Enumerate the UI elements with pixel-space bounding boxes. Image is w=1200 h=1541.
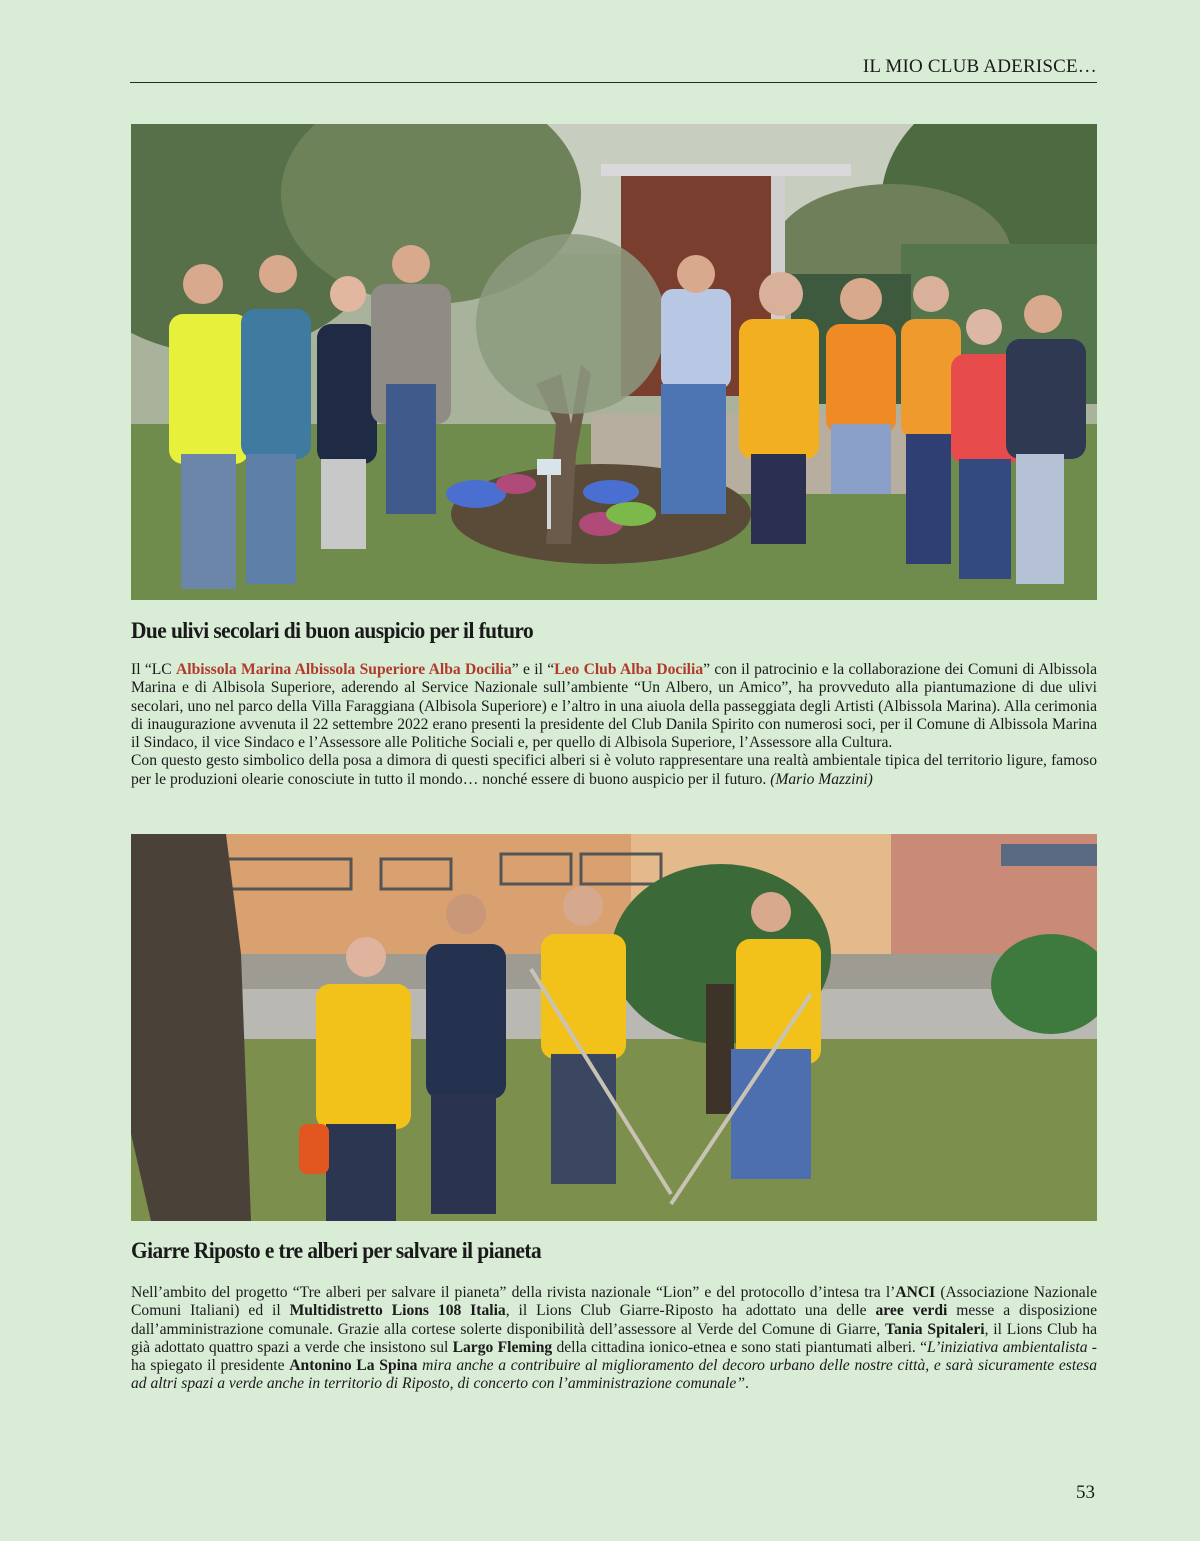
article1-paragraph-1	[131, 661, 1097, 752]
article2-title: Giarre Riposto e tre alberi per salvare il pianeta	[131, 1238, 542, 1263]
section-label: IL MIO CLUB ADERISCE…	[862, 56, 1097, 77]
photo-olive-tree-ceremony	[131, 124, 1097, 600]
olive-ceremony-illustration	[131, 124, 1097, 600]
aree-verdi-bold: aree verdi	[875, 1302, 948, 1320]
president-name-bold: Antonino La Spina	[289, 1357, 418, 1375]
article2-body	[131, 1284, 1097, 1394]
text-fragment: Il “LC	[131, 661, 176, 678]
text-fragment: (Associazione Nazionale Comuni Italiani) ed il	[131, 1284, 1097, 1320]
photo-giarre-green-area	[131, 834, 1097, 1221]
club-name-lc: Albissola Marina Albissola Superiore Alba Docilia	[176, 661, 512, 678]
text-fragment: Con questo gesto simbolico della posa a dimora di questi specifici alberi si è voluto rappresentare una realtà ambientale tipica del territorio ligure, famoso per le produzioni olearie conosciute in tutto il mondo… nonché essere di buono auspicio per il futuro.	[131, 752, 1097, 788]
text-fragment: - ha spiegato il presidente	[131, 1338, 1097, 1375]
article1-body	[131, 661, 1097, 789]
page-header	[130, 56, 1097, 83]
multidistretto-bold: Multidistretto Lions 108 Italia	[289, 1302, 506, 1320]
text-fragment: , il Lions Club Giarre-Riposto ha adottato una delle	[505, 1302, 876, 1320]
quote-italic-1: L’iniziativa ambientalista	[927, 1338, 1088, 1356]
author-credit: (Mario Mazzini)	[770, 770, 873, 788]
text-fragment: messe a disposizione dall’amministrazione comunale. Grazie alla cortese solerte disponibilità dell’assessore al Verde del Comune di Giarre,	[131, 1302, 1098, 1338]
largo-fleming-bold: Largo Fleming	[452, 1338, 553, 1356]
page-number: 53	[1076, 1482, 1095, 1503]
text-fragment: , il Lions Club ha già adottato quattro spazi a verde che insistono sul	[131, 1320, 1098, 1356]
text-fragment: .	[745, 1375, 749, 1393]
text-fragment: della cittadina ionico-etnea e sono stati piantumati alberi. “	[552, 1338, 928, 1356]
article1-paragraph-2	[131, 752, 1097, 789]
giarre-illustration	[131, 834, 1097, 1221]
quote-italic-2: mira anche a contribuire al miglioramento del decoro urbano delle nostre città, e sarà sicuramente estesa ad altri spazi a verde anche in territorio di Riposto, di concerto con l’amministrazione comunale”	[131, 1357, 1097, 1393]
text-fragment: Nell’ambito del progetto “Tre alberi per salvare il pianeta” della rivista nazionale “Lion” e del protocollo d’intesa tra l’	[131, 1284, 896, 1301]
article2-paragraph-1	[131, 1284, 1097, 1394]
text-fragment: ” con il patrocinio e la collaborazione dei Comuni di Albissola Marina e di Albisola Superiore, aderendo al Service Nazionale sull’ambiente “Un Albero, un Amico”, ha provveduto alla piantumazione di due ulivi secolari, uno nel parco della Villa Faraggiana (Albisola Superiore) e l’altro in una aiuola della passeggiata degli Artisti (Albissola Marina). Alla cerimonia di inaugurazione avvenuta il 22 settembre 2022 erano presenti la presidente del Club Danila Spirito con numerosi soci, per il Comune di Albissola Marina il Sindaco, il vice Sindaco e l’Assessore alle Politiche Sociali e, per quello di Albisola Superiore, l’Assessore alla Cultura.	[131, 661, 1097, 752]
text-fragment: ” e il “	[511, 661, 555, 678]
club-name-leo: Leo Club Alba Docilia	[554, 661, 704, 678]
article1-title: Due ulivi secolari di buon auspicio per il futuro	[131, 618, 534, 643]
anci-bold: ANCI	[895, 1284, 936, 1301]
assessore-name-bold: Tania Spitaleri	[885, 1320, 985, 1338]
